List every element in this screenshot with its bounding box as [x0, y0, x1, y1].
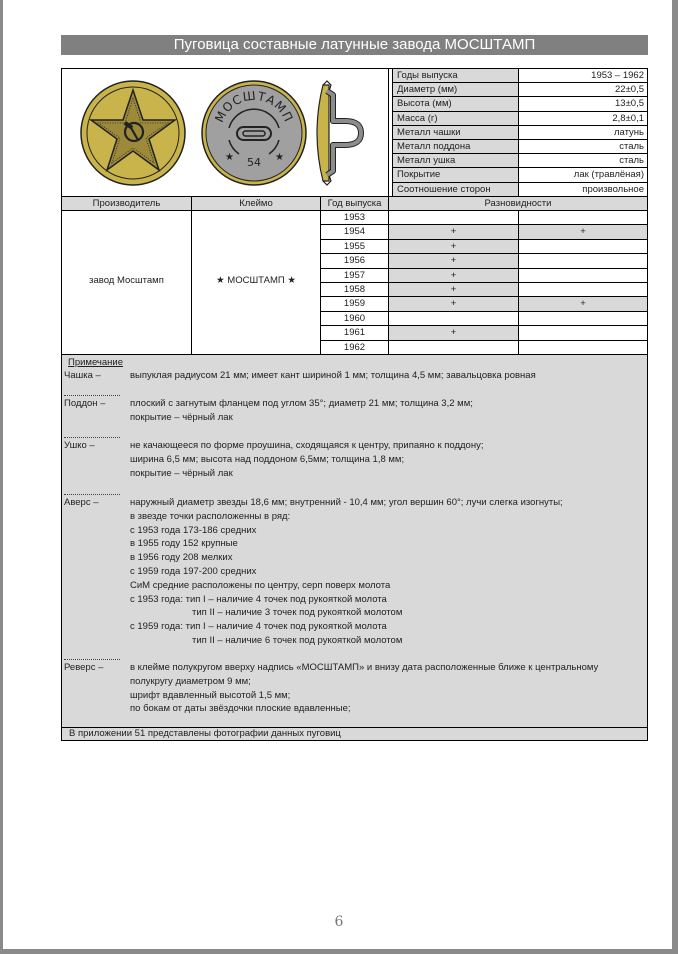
year-cell: 1957: [320, 268, 389, 283]
note-line: с 1959 года: тип I – наличие 4 точек под рукояткой молота: [130, 621, 387, 633]
variety-1-cell: [388, 311, 519, 326]
divider: [64, 659, 120, 660]
tray-label: Поддон –: [64, 398, 106, 409]
appendix-note: В приложении 51 представлены фотографии данных пуговиц: [61, 727, 648, 741]
variety-2-cell: [518, 311, 648, 326]
variety-2-cell: [518, 340, 648, 355]
spec-value: произвольное: [518, 182, 648, 197]
revers-label: Реверс –: [64, 662, 104, 673]
note-line: покрытие – чёрный лак: [130, 411, 233, 423]
manufacturer-cell: завод Мосштамп: [61, 210, 192, 355]
note-line: выпуклая радиусом 21 мм; имеет кант шириной 1 мм; толщина 4,5 мм; завальцовка ровная: [130, 370, 536, 381]
spec-label: Металл поддона: [392, 139, 519, 154]
revers-image: [199, 78, 309, 188]
note-line: с 1953 года 173-186 средних: [130, 524, 257, 536]
variety-1-cell: [388, 340, 519, 355]
avers-label: Аверс –: [64, 497, 99, 508]
note-line: в звезде точки расположенны в ряд:: [130, 510, 291, 522]
variety-1-cell: +: [388, 325, 519, 340]
divider: [64, 395, 120, 396]
revers-star-right-icon: ★: [275, 152, 284, 163]
year-cell: 1960: [320, 311, 389, 326]
spec-separator: [388, 68, 393, 197]
note-line: с 1959 года 197-200 средних: [130, 566, 257, 577]
spec-label: Годы выпуска: [392, 68, 519, 83]
spec-value: латунь: [518, 125, 648, 140]
spec-label: Масса (г): [392, 111, 519, 126]
note-line: ширина 6,5 мм; высота над поддоном 6,5мм; толщина 1,8 мм;: [130, 453, 405, 465]
spec-label: Металл ушка: [392, 153, 519, 168]
header-year: Год выпуска: [320, 196, 389, 211]
note-line: покрытие – чёрный лак: [130, 467, 233, 479]
note-line: шрифт вдавленный высотой 1,5 мм;: [130, 689, 291, 701]
variety-1-cell: +: [388, 296, 519, 311]
spec-label: Высота (мм): [392, 96, 519, 111]
note-line: полукругу диаметром 9 мм;: [130, 675, 251, 687]
variety-1-cell: +: [388, 268, 519, 283]
svg-text:54: 54: [247, 156, 261, 169]
spec-label: Соотношение сторон: [392, 182, 519, 197]
header-varieties: Разновидности: [388, 196, 648, 211]
divider: [64, 437, 120, 438]
stamp-cell: ★ МОСШТАМП ★: [191, 210, 321, 355]
spec-value: 2,8±0,1: [518, 111, 648, 126]
year-cell: 1958: [320, 282, 389, 297]
revers-star-left-icon: ★: [225, 152, 234, 163]
notes-heading: Примечание: [68, 357, 123, 368]
ear-label: Ушко –: [64, 440, 95, 451]
side-profile-image: [309, 77, 369, 189]
year-cell: 1955: [320, 239, 389, 254]
images-cell: [61, 68, 389, 197]
spec-value: 1953 – 1962: [518, 68, 648, 83]
year-cell: 1959: [320, 296, 389, 311]
variety-2-cell: [518, 325, 648, 340]
variety-1-cell: +: [388, 239, 519, 254]
note-line: наружный диаметр звезды 18,6 мм; внутренний - 10,4 мм; угол вершин 60°; лучи слегка изогнуты;: [130, 497, 563, 508]
year-cell: 1962: [320, 340, 389, 355]
variety-1-cell: [388, 210, 519, 225]
page-title: Пуговица составные латунные завода МОСШТАМП: [61, 35, 648, 55]
spec-label: Диаметр (мм): [392, 82, 519, 97]
note-line: тип II – наличие 6 точек под рукояткой молотом: [192, 635, 403, 646]
header-manufacturer: Производитель: [61, 196, 192, 211]
note-line: в 1955 году 152 крупные: [130, 538, 238, 550]
page-number: 6: [334, 914, 344, 930]
variety-2-cell: +: [518, 224, 648, 239]
cup-label: Чашка –: [64, 370, 101, 381]
variety-2-cell: [518, 239, 648, 254]
spec-label: Металл чашки: [392, 125, 519, 140]
year-cell: 1956: [320, 253, 389, 268]
spec-value: лак (травлёная): [518, 167, 648, 182]
spec-value: 22±0,5: [518, 82, 648, 97]
note-line: в 1956 году 208 мелких: [130, 552, 233, 564]
variety-1-cell: +: [388, 253, 519, 268]
spec-value: 13±0,5: [518, 96, 648, 111]
svg-text:МОСШТАМП: МОСШТАМП: [212, 88, 296, 125]
note-line: по бокам от даты звёздочки плоские вдавленные;: [130, 703, 351, 715]
year-cell: 1961: [320, 325, 389, 340]
spec-value: сталь: [518, 153, 648, 168]
header-stamp: Клеймо: [191, 196, 321, 211]
variety-2-cell: [518, 210, 648, 225]
variety-2-cell: [518, 268, 648, 283]
variety-1-cell: +: [388, 282, 519, 297]
year-cell: 1954: [320, 224, 389, 239]
variety-2-cell: +: [518, 296, 648, 311]
variety-2-cell: [518, 253, 648, 268]
note-line: не качающееся по форме проушина, сходящаяся к центру, припаяно к поддону;: [130, 440, 484, 451]
note-line: плоский с загнутым фланцем под углом 35°; диаметр 21 мм; толщина 3,2 мм;: [130, 398, 473, 409]
spec-label: Покрытие: [392, 167, 519, 182]
note-line: тип II – наличие 3 точек под рукояткой молотом: [192, 607, 403, 619]
variety-1-cell: +: [388, 224, 519, 239]
note-line: с 1953 года: тип I – наличие 4 точек под рукояткой молота: [130, 593, 387, 605]
spec-value: сталь: [518, 139, 648, 154]
year-cell: 1953: [320, 210, 389, 225]
notes-section: [61, 354, 648, 728]
note-line: в клейме полукругом вверху надпись «МОСШТАМП» и внизу дата расположенные ближе к центральному: [130, 662, 599, 673]
note-line: СиМ средние расположены по центру, серп поверх молота: [130, 579, 391, 591]
avers-image: [78, 78, 188, 188]
divider: [64, 494, 120, 495]
variety-2-cell: [518, 282, 648, 297]
